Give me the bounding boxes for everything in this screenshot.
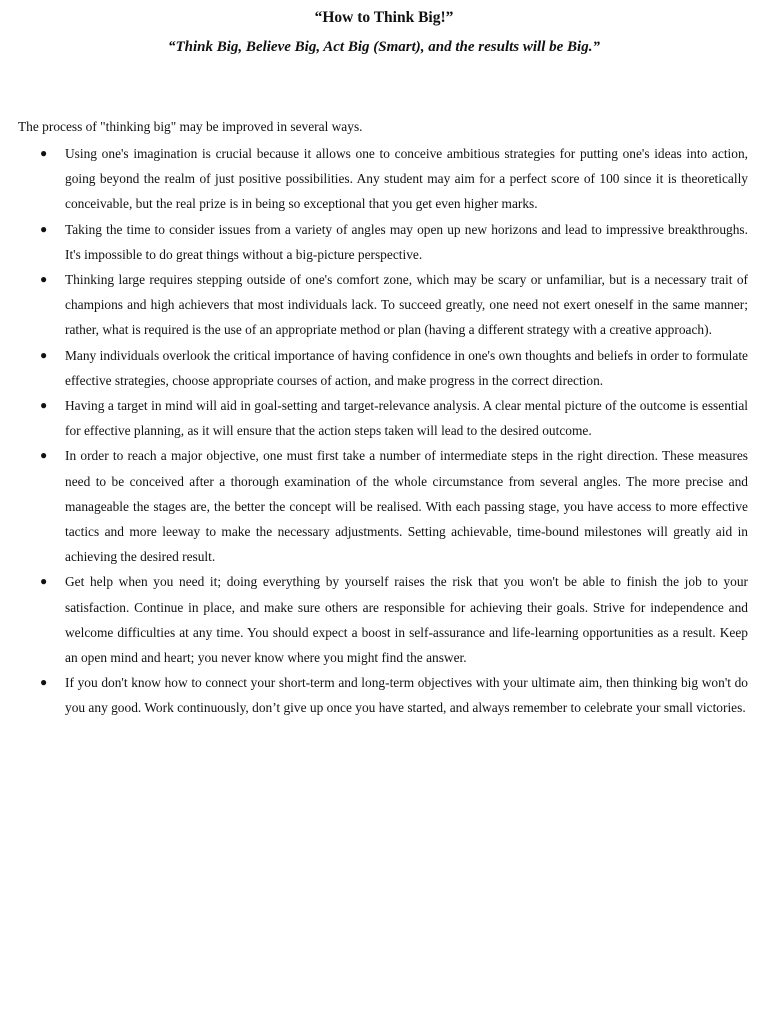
list-item <box>0 569 748 670</box>
list-item <box>0 670 748 720</box>
list-item-text: Taking the time to consider issues from a variety of angles may open up new horizons and lead to impressive breakthroughs. It's impossible to do great things without a big-picture perspective. <box>65 221 748 262</box>
bullet-icon: ● <box>40 574 48 589</box>
bullet-list <box>0 141 768 721</box>
bullet-icon: ● <box>40 448 48 463</box>
list-item-text: Using one's imagination is crucial because it allows one to conceive ambitious strategies for putting one's ideas into action, going beyond the realm of just positive possibilities. Any student may aim for a perfect score of 100 since it is theoretically conceivable, but the real prize is in being so exceptional that you get even higher marks. <box>65 146 748 212</box>
list-item <box>0 343 748 393</box>
list-item-text: Having a target in mind will aid in goal-setting and target-relevance analysis. A clear mental picture of the outcome is essential for effective planning, as it will ensure that the action steps taken will lead to the desired outcome. <box>65 398 748 439</box>
list-item <box>0 217 748 267</box>
list-item <box>0 267 748 343</box>
list-item <box>0 443 748 569</box>
list-item-text: Thinking large requires stepping outside of one's comfort zone, which may be scary or unfamiliar, but is a necessary trait of champions and high achievers that most individuals lack. To succeed greatly, one need not exert oneself in the same manner; rather, what is required is the use of an appropriate method or plan (having a different strategy with a creative approach). <box>65 272 748 338</box>
bullet-icon: ● <box>40 221 48 236</box>
intro-paragraph: The process of "thinking big" may be improved in several ways. <box>18 119 363 134</box>
bullet-icon: ● <box>40 272 48 287</box>
bullet-icon: ● <box>40 398 48 413</box>
list-item <box>0 393 748 443</box>
list-item <box>0 141 748 217</box>
bullet-icon: ● <box>40 675 48 690</box>
document-title: “How to Think Big!” <box>314 9 454 26</box>
list-item-text: In order to reach a major objective, one must first take a number of intermediate steps in the right direction. These measures need to be conceived after a thorough examination of the whole circumstance from several angles. The more precise and manageable the stages are, the better the concept will be realised. With each passing stage, you have access to more effective tactics and more leeway to make the necessary adjustments. Setting achievable, time-bound milestones will greatly aid in achieving the desired result. <box>65 448 748 565</box>
bullet-icon: ● <box>40 146 48 160</box>
list-item-text: Get help when you need it; doing everything by yourself raises the risk that you won't be able to finish the job to your satisfaction. Continue in place, and make sure others are responsible for achieving their goals. Strive for independence and welcome difficulties at any time. You should expect a boost in self-assurance and life-learning opportunities as a result. Keep an open mind and heart; you never know where you might find the answer. <box>65 574 748 666</box>
list-item-text: If you don't know how to connect your short-term and long-term objectives with your ultimate aim, then thinking big won't do you any good. Work continuously, don’t give up once you have started, and always remember to celebrate your small victories. <box>65 675 748 716</box>
list-item-text: Many individuals overlook the critical importance of having confidence in one's own thoughts and beliefs in order to formulate effective strategies, choose appropriate courses of action, and make progress in the correct direction. <box>65 347 748 388</box>
bullet-icon: ● <box>40 347 48 362</box>
document-subtitle: “Think Big, Believe Big, Act Big (Smart), and the results will be Big.” <box>168 39 600 55</box>
